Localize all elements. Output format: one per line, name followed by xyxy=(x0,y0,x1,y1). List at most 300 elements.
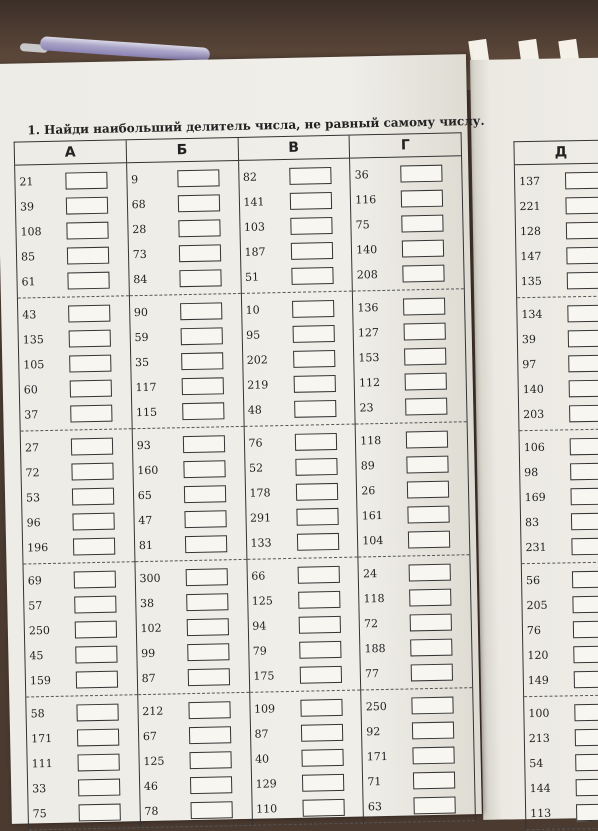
problem-number: 202 xyxy=(246,353,268,367)
problem-row xyxy=(352,260,463,287)
problem-number: 140 xyxy=(522,382,544,397)
problem-row xyxy=(356,426,467,453)
answer-box[interactable] xyxy=(185,568,227,586)
problem-number: 89 xyxy=(360,459,375,473)
answer-box[interactable] xyxy=(409,564,451,582)
problem-row xyxy=(515,167,598,194)
answer-box[interactable] xyxy=(565,197,598,215)
problem-row xyxy=(22,508,133,535)
number-group xyxy=(515,163,598,298)
problem-number: 231 xyxy=(525,540,547,555)
answer-box[interactable] xyxy=(568,355,598,373)
problem-row xyxy=(520,433,598,460)
number-group xyxy=(359,555,473,690)
column-header-d: Д xyxy=(514,140,598,165)
problem-row xyxy=(23,533,134,560)
problem-number: 99 xyxy=(140,646,156,661)
answer-box[interactable] xyxy=(407,481,449,499)
answer-box[interactable] xyxy=(178,194,220,212)
problem-number: 66 xyxy=(251,569,266,583)
problem-row xyxy=(364,792,475,819)
answer-box[interactable] xyxy=(414,797,456,815)
problem-number: 78 xyxy=(144,804,159,819)
problem-number: 77 xyxy=(364,667,380,681)
answer-box[interactable] xyxy=(402,240,444,258)
answer-box[interactable] xyxy=(301,749,343,767)
problem-number: 118 xyxy=(360,434,382,448)
answer-box[interactable] xyxy=(406,431,448,449)
problem-number: 36 xyxy=(354,168,369,182)
problem-number: 79 xyxy=(252,644,267,658)
problem-number: 72 xyxy=(363,617,379,631)
answer-box[interactable] xyxy=(69,330,111,348)
problem-row xyxy=(516,217,598,244)
problem-row xyxy=(245,479,356,506)
problem-row xyxy=(353,293,464,320)
answer-box[interactable] xyxy=(70,380,112,398)
answer-box[interactable] xyxy=(571,538,598,556)
problem-number: 117 xyxy=(135,380,157,395)
answer-box[interactable] xyxy=(297,566,339,584)
problem-number: 67 xyxy=(142,729,158,744)
answer-box[interactable] xyxy=(181,377,223,395)
answer-box[interactable] xyxy=(565,172,598,190)
problem-row xyxy=(240,238,351,265)
answer-box[interactable] xyxy=(65,172,107,190)
answer-box[interactable] xyxy=(177,169,219,187)
answer-box[interactable] xyxy=(405,373,447,391)
number-group xyxy=(517,296,598,431)
problem-row xyxy=(252,794,363,821)
answer-box[interactable] xyxy=(77,754,119,772)
problem-number: 96 xyxy=(26,516,41,530)
answer-box[interactable] xyxy=(574,704,598,722)
problem-number: 23 xyxy=(359,401,374,415)
problem-row xyxy=(248,587,359,614)
answer-box[interactable] xyxy=(69,355,111,373)
number-group xyxy=(241,292,355,427)
problem-row xyxy=(133,431,244,458)
answer-box[interactable] xyxy=(180,302,222,320)
problem-number: 102 xyxy=(140,621,162,636)
answer-box[interactable] xyxy=(404,348,446,366)
answer-box[interactable] xyxy=(298,616,340,634)
problem-row xyxy=(26,666,137,693)
answer-box[interactable] xyxy=(576,804,598,822)
answer-box[interactable] xyxy=(292,325,334,343)
answer-box[interactable] xyxy=(74,596,116,614)
problem-number: 39 xyxy=(521,332,536,347)
answer-box[interactable] xyxy=(408,506,450,524)
answer-box[interactable] xyxy=(189,726,231,744)
problem-number: 87 xyxy=(254,727,269,741)
problem-number: 219 xyxy=(247,378,269,392)
problem-number: 133 xyxy=(250,536,272,550)
problem-number: 116 xyxy=(355,193,377,207)
problem-number: 37 xyxy=(24,408,39,422)
answer-box[interactable] xyxy=(180,327,222,345)
answer-box[interactable] xyxy=(302,799,344,817)
answer-box[interactable] xyxy=(178,219,220,237)
answer-box[interactable] xyxy=(403,265,445,283)
problem-number: 84 xyxy=(133,272,148,287)
answer-box[interactable] xyxy=(183,435,225,453)
answer-box[interactable] xyxy=(72,513,114,531)
answer-box[interactable] xyxy=(289,192,331,210)
problem-row xyxy=(16,217,127,244)
problem-number: 98 xyxy=(524,465,539,480)
problem-row xyxy=(524,699,598,726)
answer-box[interactable] xyxy=(300,699,342,717)
problem-number: 82 xyxy=(242,170,258,184)
problem-number: 60 xyxy=(23,383,38,397)
problem-row xyxy=(21,458,132,485)
problem-row xyxy=(245,454,356,481)
answer-box[interactable] xyxy=(570,488,598,506)
problem-number: 129 xyxy=(255,777,277,791)
answer-box[interactable] xyxy=(183,460,225,478)
answer-box[interactable] xyxy=(189,751,231,769)
number-group xyxy=(361,688,475,823)
answer-box[interactable] xyxy=(187,668,229,686)
problem-row xyxy=(515,192,598,219)
problem-number: 115 xyxy=(135,405,158,420)
answer-box[interactable] xyxy=(76,704,118,722)
answer-box[interactable] xyxy=(403,298,445,316)
answer-box[interactable] xyxy=(299,666,341,684)
problem-row xyxy=(246,504,357,531)
problem-row xyxy=(129,265,240,292)
answer-box[interactable] xyxy=(410,614,452,632)
answer-box[interactable] xyxy=(79,804,121,822)
problem-row xyxy=(22,483,133,510)
problem-number: 104 xyxy=(362,533,384,548)
answer-box[interactable] xyxy=(290,217,332,235)
answer-box[interactable] xyxy=(410,639,452,657)
number-group xyxy=(350,156,464,291)
exercise-title: 1. Найди наибольший делитель числа, не равный самому числу. xyxy=(27,113,485,138)
answer-box[interactable] xyxy=(187,643,229,661)
problem-row xyxy=(517,300,598,327)
problem-row xyxy=(239,188,350,215)
problem-row xyxy=(19,350,130,377)
problem-number: 81 xyxy=(138,538,154,553)
problem-number: 111 xyxy=(31,756,53,771)
answer-box[interactable] xyxy=(411,664,453,682)
problem-number: 109 xyxy=(253,702,276,716)
answer-box[interactable] xyxy=(294,433,336,451)
answer-box[interactable] xyxy=(294,400,336,418)
problem-row xyxy=(522,591,598,618)
problem-row xyxy=(363,742,474,769)
answer-box[interactable] xyxy=(572,571,598,589)
answer-box[interactable] xyxy=(185,535,227,553)
answer-box[interactable] xyxy=(67,247,109,265)
answer-box[interactable] xyxy=(296,533,338,551)
problem-row xyxy=(240,213,351,240)
problem-number: 39 xyxy=(19,200,35,214)
problem-row xyxy=(16,192,127,219)
answer-box[interactable] xyxy=(190,776,232,794)
problem-number: 83 xyxy=(524,515,540,530)
problem-number: 147 xyxy=(520,249,542,264)
problem-row xyxy=(129,240,240,267)
answer-box[interactable] xyxy=(73,538,115,556)
problem-number: 137 xyxy=(519,174,541,189)
number-group xyxy=(519,429,598,564)
problem-row xyxy=(20,400,131,427)
answer-box[interactable] xyxy=(75,621,117,639)
problem-number: 159 xyxy=(29,673,52,688)
problem-number: 24 xyxy=(362,567,378,581)
problem-row xyxy=(28,774,139,801)
answer-box[interactable] xyxy=(298,591,340,609)
number-group xyxy=(127,161,241,296)
number-group xyxy=(244,425,358,560)
problem-number: 56 xyxy=(525,573,541,588)
column xyxy=(15,140,141,830)
problem-row xyxy=(241,263,352,290)
answer-box[interactable] xyxy=(572,596,598,614)
problem-number: 71 xyxy=(367,775,382,789)
problem-number: 46 xyxy=(143,779,159,794)
answer-box[interactable] xyxy=(291,267,333,285)
answer-box[interactable] xyxy=(78,779,120,797)
answer-box[interactable] xyxy=(75,646,117,664)
problem-row xyxy=(137,639,248,666)
problem-number: 90 xyxy=(133,305,149,320)
problem-row xyxy=(519,375,598,402)
answer-box[interactable] xyxy=(571,513,598,531)
problem-number: 135 xyxy=(520,274,542,289)
answer-box[interactable] xyxy=(68,305,110,323)
problem-row xyxy=(20,375,131,402)
problem-number: 171 xyxy=(366,749,388,764)
problem-row xyxy=(242,346,353,373)
answer-box[interactable] xyxy=(190,801,232,819)
answer-box[interactable] xyxy=(569,380,598,398)
answer-box[interactable] xyxy=(576,779,598,797)
answer-box[interactable] xyxy=(179,244,221,262)
problem-number: 53 xyxy=(25,491,41,505)
answer-box[interactable] xyxy=(295,483,337,501)
problem-row xyxy=(358,526,469,553)
problem-number: 95 xyxy=(246,328,261,342)
problem-row xyxy=(516,242,598,269)
answer-box[interactable] xyxy=(401,190,443,208)
answer-box[interactable] xyxy=(300,724,342,742)
problem-row xyxy=(522,566,598,593)
problem-number: 35 xyxy=(134,355,150,370)
problem-row xyxy=(134,481,245,508)
answer-box[interactable] xyxy=(76,671,118,689)
problem-number: 208 xyxy=(356,268,378,282)
problem-number: 40 xyxy=(254,752,270,766)
answer-box[interactable] xyxy=(575,754,598,772)
problem-number: 93 xyxy=(136,438,151,453)
answer-box[interactable] xyxy=(186,618,228,636)
answer-box[interactable] xyxy=(72,488,114,506)
right-page xyxy=(470,57,598,820)
problem-number: 72 xyxy=(25,466,40,480)
problem-row xyxy=(251,769,362,796)
answer-box[interactable] xyxy=(188,701,230,719)
answer-box[interactable] xyxy=(413,747,455,765)
problem-number: 73 xyxy=(132,247,147,262)
problem-row xyxy=(249,662,360,689)
answer-box[interactable] xyxy=(566,222,598,240)
problem-number: 65 xyxy=(137,488,152,503)
answer-box[interactable] xyxy=(71,438,113,456)
problem-number: 68 xyxy=(131,197,146,212)
answer-box[interactable] xyxy=(184,485,226,503)
number-group xyxy=(18,296,132,431)
problem-number: 76 xyxy=(248,436,263,450)
exercise-table xyxy=(14,132,476,830)
problem-number: 160 xyxy=(137,463,159,478)
answer-box[interactable] xyxy=(405,398,447,416)
answer-box[interactable] xyxy=(290,242,332,260)
problem-number: 125 xyxy=(251,594,273,608)
problem-row xyxy=(137,664,248,691)
answer-box[interactable] xyxy=(74,571,116,589)
problem-row xyxy=(241,296,352,323)
problem-row xyxy=(357,476,468,503)
problem-row xyxy=(136,589,247,616)
problem-row xyxy=(520,458,598,485)
answer-box[interactable] xyxy=(67,272,109,290)
problem-number: 291 xyxy=(249,511,272,525)
answer-box[interactable] xyxy=(573,621,598,639)
problem-row xyxy=(358,501,469,528)
problem-row xyxy=(362,692,473,719)
problem-row xyxy=(139,747,250,774)
answer-box[interactable] xyxy=(296,508,338,526)
answer-box[interactable] xyxy=(407,456,449,474)
problem-number: 43 xyxy=(22,308,37,322)
answer-box[interactable] xyxy=(186,593,228,611)
problem-number: 140 xyxy=(356,243,378,257)
answer-box[interactable] xyxy=(400,165,442,183)
problem-row xyxy=(362,717,473,744)
problem-row xyxy=(518,325,598,352)
problem-row xyxy=(242,321,353,348)
answer-box[interactable] xyxy=(567,305,598,323)
answer-box[interactable] xyxy=(181,352,223,370)
problem-number: 47 xyxy=(138,513,153,528)
answer-box[interactable] xyxy=(573,646,598,664)
answer-box[interactable] xyxy=(566,247,598,265)
answer-box[interactable] xyxy=(182,402,224,420)
problem-row xyxy=(518,350,598,377)
problem-number: 250 xyxy=(365,699,387,714)
answer-box[interactable] xyxy=(568,330,598,348)
problem-row xyxy=(524,666,598,693)
problem-row xyxy=(250,719,361,746)
answer-box[interactable] xyxy=(295,458,337,476)
answer-box[interactable] xyxy=(413,772,455,790)
answer-box[interactable] xyxy=(408,531,450,549)
problem-row xyxy=(363,767,474,794)
problem-number: 75 xyxy=(32,807,47,821)
problem-number: 54 xyxy=(529,756,544,771)
answer-box[interactable] xyxy=(184,510,226,528)
problem-row xyxy=(25,641,136,668)
answer-box[interactable] xyxy=(179,269,221,287)
problem-number: 45 xyxy=(29,649,44,663)
problem-number: 169 xyxy=(524,490,546,505)
problem-number: 105 xyxy=(23,358,45,372)
problem-number: 112 xyxy=(358,376,381,390)
problem-number: 161 xyxy=(361,509,383,523)
answer-box[interactable] xyxy=(574,671,598,689)
number-group xyxy=(130,294,244,429)
problem-number: 27 xyxy=(24,441,40,455)
problem-row xyxy=(24,566,135,593)
problem-row xyxy=(244,429,355,456)
answer-box[interactable] xyxy=(575,729,598,747)
problem-number: 92 xyxy=(366,725,381,739)
answer-box[interactable] xyxy=(567,272,598,290)
problem-row xyxy=(359,559,470,586)
problem-row xyxy=(355,368,466,395)
problem-row xyxy=(132,398,243,425)
problem-row xyxy=(520,483,598,510)
number-group xyxy=(135,560,249,695)
answer-box[interactable] xyxy=(77,729,119,747)
problem-row xyxy=(350,160,461,187)
answer-box[interactable] xyxy=(71,463,113,481)
answer-box[interactable] xyxy=(412,722,454,740)
problem-number: 300 xyxy=(139,571,161,586)
answer-box[interactable] xyxy=(293,350,335,368)
problem-row xyxy=(359,584,470,611)
answer-box[interactable] xyxy=(402,215,444,233)
problem-number: 175 xyxy=(253,669,275,683)
answer-box[interactable] xyxy=(570,463,598,481)
answer-box[interactable] xyxy=(404,323,446,341)
answer-box[interactable] xyxy=(569,405,598,423)
column-d xyxy=(513,139,598,830)
answer-box[interactable] xyxy=(409,589,451,607)
answer-box[interactable] xyxy=(301,774,343,792)
number-group xyxy=(353,289,467,424)
problem-number: 128 xyxy=(519,224,542,239)
problem-row xyxy=(135,531,246,558)
problem-row xyxy=(250,695,361,722)
answer-box[interactable] xyxy=(66,222,108,240)
column-header: Б xyxy=(126,138,237,163)
problem-row xyxy=(352,235,463,262)
answer-box[interactable] xyxy=(292,300,334,318)
answer-box[interactable] xyxy=(289,167,331,185)
problem-row xyxy=(356,451,467,478)
problem-number: 10 xyxy=(245,303,260,317)
answer-box[interactable] xyxy=(412,697,454,715)
problem-row xyxy=(133,456,244,483)
problem-number: 153 xyxy=(358,351,380,365)
answer-box[interactable] xyxy=(66,197,108,215)
answer-box[interactable] xyxy=(570,438,598,456)
problem-row xyxy=(127,190,238,217)
problem-number: 58 xyxy=(30,707,45,721)
number-group xyxy=(21,429,135,564)
problem-row xyxy=(130,298,241,325)
problem-row xyxy=(246,529,357,556)
answer-box[interactable] xyxy=(70,405,112,423)
answer-box[interactable] xyxy=(299,641,341,659)
answer-box[interactable] xyxy=(293,375,335,393)
